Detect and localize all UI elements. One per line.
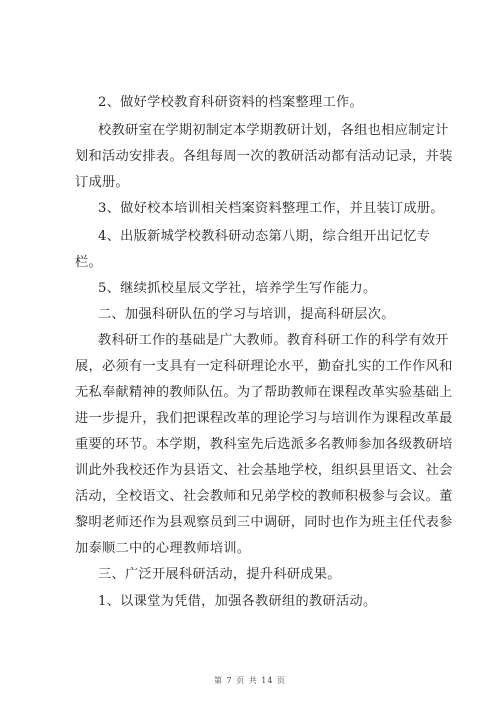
- page-number-footer: 第 7 页 共 14 页: [214, 676, 286, 685]
- text-line: 订成册。: [75, 175, 129, 190]
- text-line: 3、做好校本培训相关档案资料整理工作，并且装订成册。: [98, 201, 444, 216]
- text-line: 三、广泛开展科研活动，提升科研成果。: [98, 567, 341, 582]
- text-line: 黎明老师还作为县观察员到三中调研，同时也作为班主任代表参: [75, 515, 453, 530]
- text-line: 展，必须有一支具有一定科研理论水平，勤奋扎实的工作作风和: [75, 359, 453, 374]
- text-line: 划和活动安排表。各组每周一次的教研活动都有活动记录，并装: [75, 149, 453, 164]
- text-line: 校教研室在学期初制定本学期教研计划，各组也相应制定计: [98, 123, 449, 138]
- text-line: 1、以课堂为凭借，加强各教研组的教研活动。: [98, 594, 377, 609]
- text-line: 进一步提升，我们把课程改革的理论学习与培训作为课程改革最: [75, 411, 453, 426]
- text-line: 活动，全校语文、社会教师和兄弟学校的教师积极参与会议。董: [75, 489, 453, 504]
- text-line: 训此外我校还作为县语文、社会基地学校，组织县里语文、社会: [75, 463, 453, 478]
- text-line: 4、出版新城学校教科研动态第八期，综合组开出记忆专: [98, 229, 431, 244]
- text-line: 栏。: [75, 255, 102, 270]
- text-line: 重要的环节。本学期，教科室先后选派多名教师参加各级教研培: [75, 437, 453, 452]
- text-line: 无私奉献精神的教师队伍。为了帮助教师在课程改革实验基础上: [75, 385, 453, 400]
- text-line: 2、做好学校教育科研资料的档案整理工作。: [98, 95, 363, 110]
- text-line: 5、继续抓校星辰文学社，培养学生写作能力。: [98, 281, 377, 296]
- text-line: 加泰顺二中的心理教师培训。: [75, 541, 251, 556]
- text-line: 教科研工作的基础是广大教师。教育科研工作的科学有效开: [98, 333, 449, 348]
- text-line: 二、加强科研队伍的学习与培训，提高科研层次。: [98, 307, 395, 322]
